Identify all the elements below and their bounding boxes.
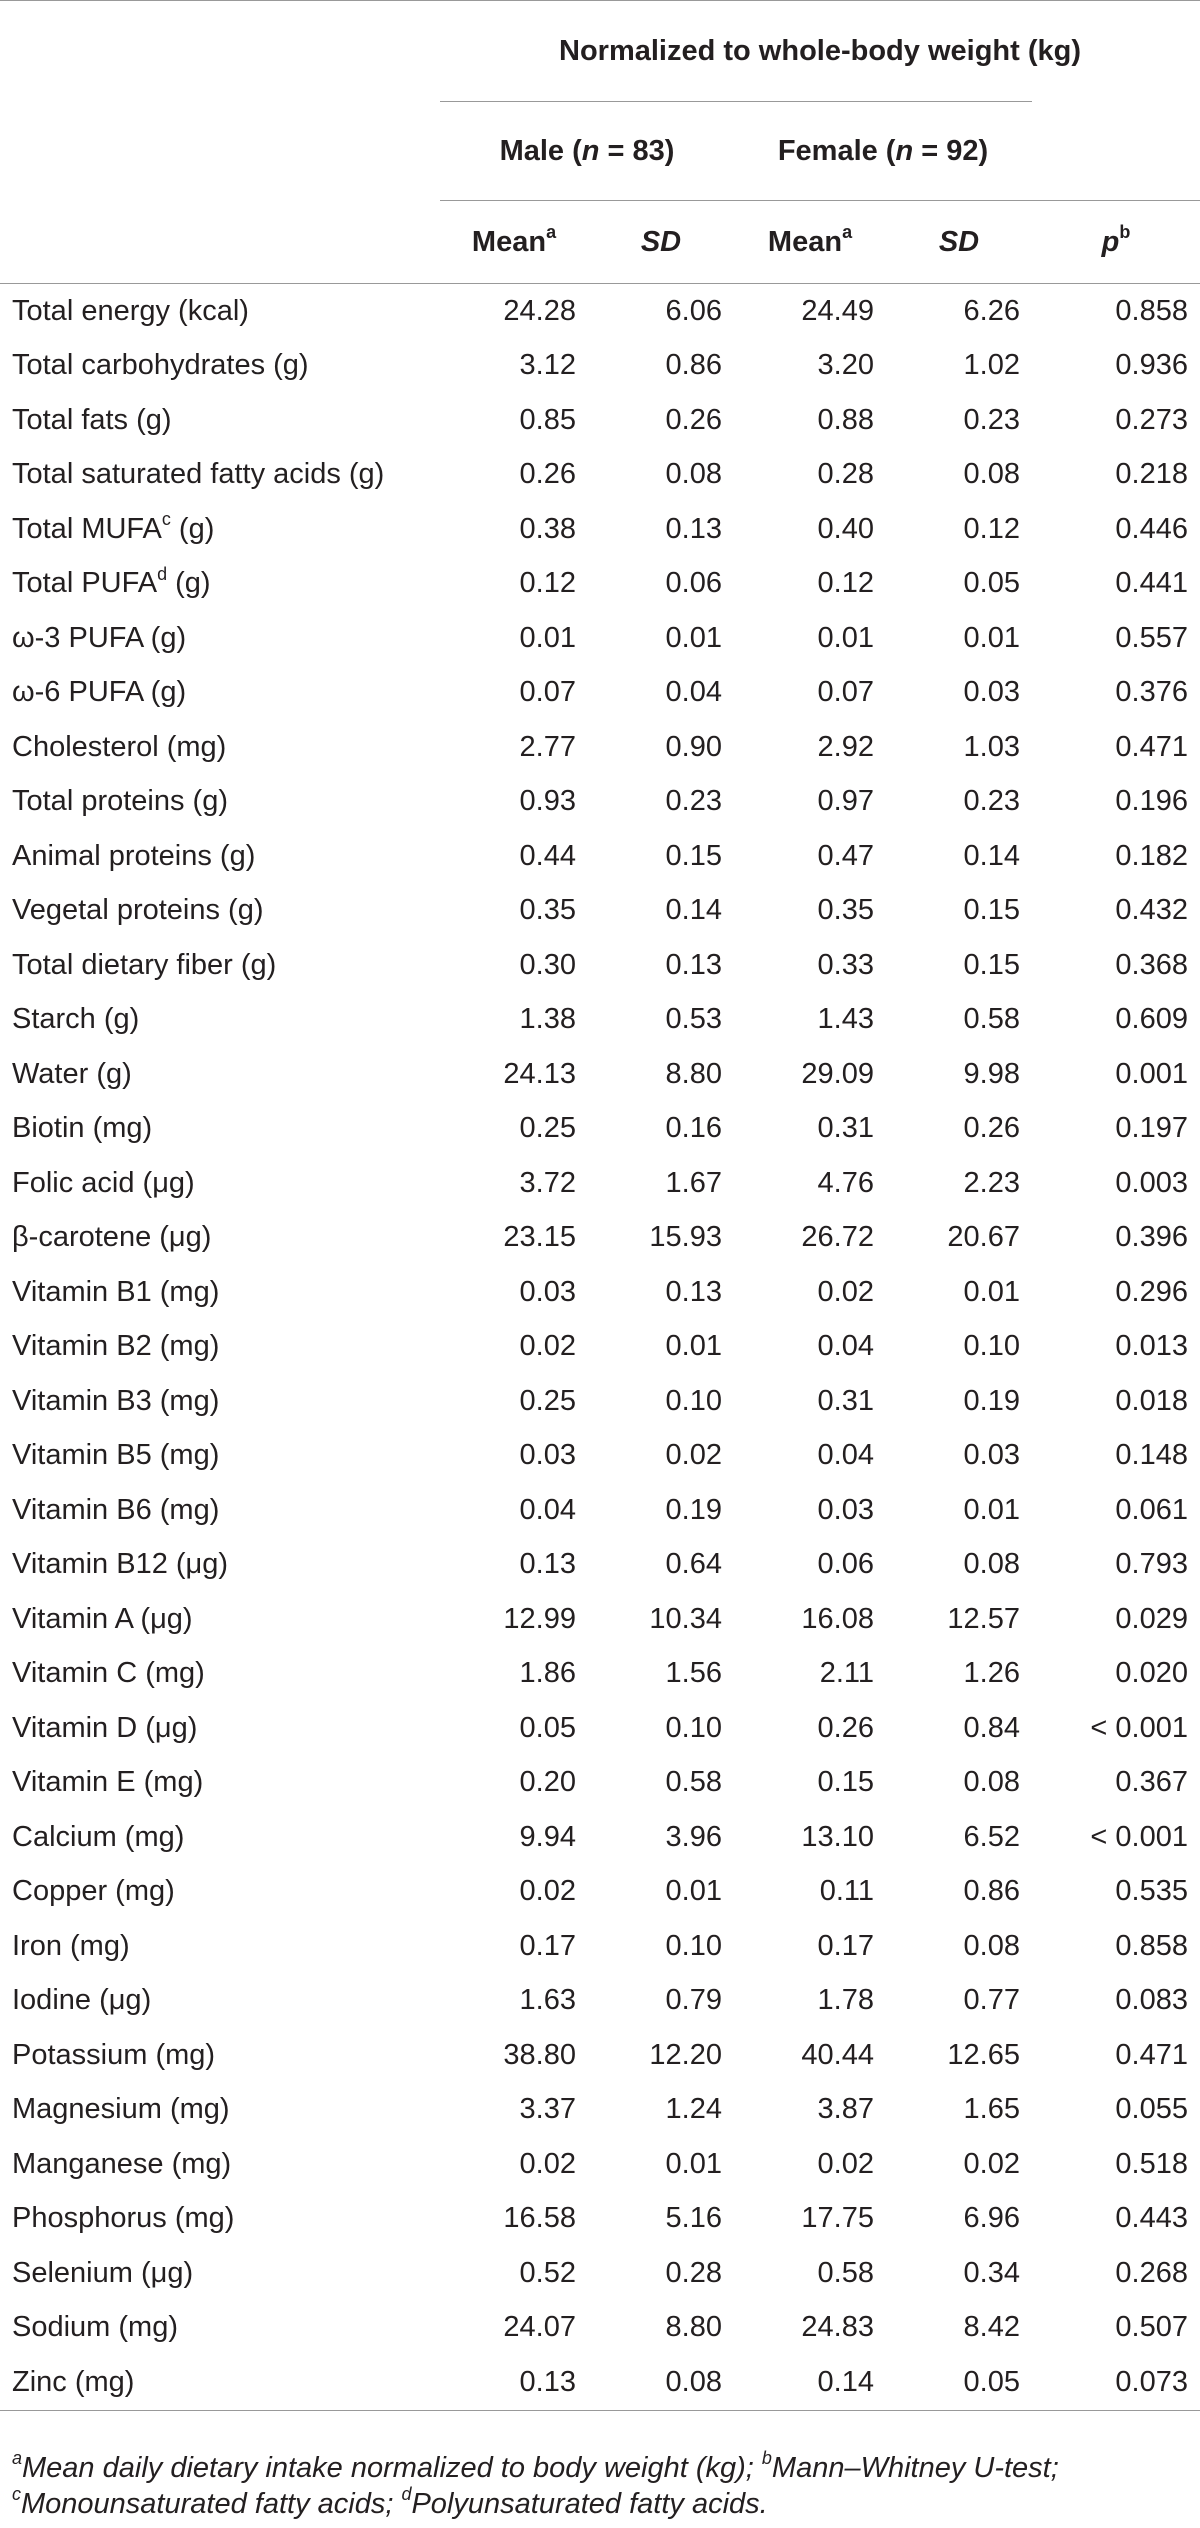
male-sd-cell: 1.67: [665, 1166, 722, 1199]
male-mean-cell: 2.77: [519, 730, 576, 763]
female-header: Female (n = 92): [734, 102, 1032, 201]
table-row: [0, 1865, 1200, 1920]
p-value-cell: 0.441: [1115, 567, 1188, 600]
female-sd-cell: 0.01: [963, 1275, 1020, 1308]
female-mean-cell: 24.49: [801, 294, 874, 327]
table-row: [0, 2246, 1200, 2301]
p-value-cell: 0.609: [1115, 1003, 1188, 1036]
p-value-cell: 0.376: [1115, 676, 1188, 709]
p-value-cell: 0.858: [1115, 294, 1188, 327]
row-label: Vitamin B5 (mg): [12, 1439, 220, 1472]
row-label: Cholesterol (mg): [12, 730, 227, 763]
male-mean-cell: 0.93: [519, 785, 576, 818]
female-sd-cell: 0.15: [963, 948, 1020, 981]
male-mean-cell: 0.03: [519, 1275, 576, 1308]
p-value-cell: 0.296: [1115, 1275, 1188, 1308]
female-mean-cell: 16.08: [801, 1602, 874, 1635]
male-mean-cell: 3.37: [519, 2093, 576, 2126]
male-mean-cell: 16.58: [503, 2202, 576, 2235]
male-sd-cell: 0.02: [665, 1439, 722, 1472]
female-sd-cell: 0.77: [963, 1984, 1020, 2017]
row-label: Biotin (mg): [12, 1112, 153, 1145]
row-label: Total PUFA$^d$ (g): [12, 563, 211, 600]
female-mean-cell: 0.58: [817, 2256, 874, 2289]
table-row: [0, 1429, 1200, 1484]
female-sd-cell: 0.05: [886, 2355, 1032, 2410]
row-label: β-carotene (μg): [12, 1221, 212, 1254]
p-value-cell: 0.268: [1115, 2256, 1188, 2289]
row-label: Iron (mg): [12, 1929, 130, 1962]
row-label: Zinc (mg): [0, 2355, 440, 2410]
male-sd-cell: 1.56: [665, 1657, 722, 1690]
row-label: Manganese (mg): [12, 2147, 232, 2180]
p-value-cell: 0.013: [1115, 1330, 1188, 1363]
row-label: Phosphorus (mg): [12, 2202, 235, 2235]
p-value-cell: 0.432: [1115, 894, 1188, 927]
female-mean-cell: 0.97: [817, 785, 874, 818]
male-mean-cell: 0.30: [519, 948, 576, 981]
row-label: Vitamin B2 (mg): [12, 1330, 220, 1363]
table-row: [0, 2301, 1200, 2356]
female-sd-cell: 1.26: [963, 1657, 1020, 1690]
table-row: [0, 393, 1200, 448]
male-sd-cell: 0.14: [665, 894, 722, 927]
female-mean-cell: 0.12: [817, 567, 874, 600]
table-row: [0, 1374, 1200, 1429]
male-sd-cell: 0.53: [665, 1003, 722, 1036]
table-row: [0, 1320, 1200, 1375]
male-mean-cell: 24.13: [503, 1057, 576, 1090]
table-row: [0, 1647, 1200, 1702]
male-sd-cell: 0.10: [665, 1929, 722, 1962]
table-row: [0, 720, 1200, 775]
female-sd-cell: 0.08: [963, 1929, 1020, 1962]
male-mean-cell: 0.25: [519, 1384, 576, 1417]
male-sd-header: SD: [588, 201, 734, 284]
male-header: Male (n = 83): [440, 102, 734, 201]
female-sd-cell: 0.23: [963, 403, 1020, 436]
row-label: Total proteins (g): [12, 785, 228, 818]
female-sd-cell: 0.01: [963, 621, 1020, 654]
table-row: [0, 2137, 1200, 2192]
p-value-cell: 0.196: [1115, 785, 1188, 818]
female-mean-cell: 0.28: [817, 458, 874, 491]
female-sd-cell: 0.10: [963, 1330, 1020, 1363]
female-mean-cell: 0.02: [817, 1275, 874, 1308]
female-mean-cell: 0.47: [817, 839, 874, 872]
female-sd-cell: 1.65: [963, 2093, 1020, 2126]
female-mean-cell: 0.33: [817, 948, 874, 981]
male-sd-cell: 0.01: [665, 1330, 722, 1363]
male-sd-cell: 0.13: [665, 948, 722, 981]
male-sd-cell: 0.01: [665, 1875, 722, 1908]
p-value-cell: 0.020: [1115, 1657, 1188, 1690]
male-mean-cell: 0.17: [519, 1929, 576, 1962]
female-sd-cell: 0.34: [963, 2256, 1020, 2289]
p-value-cell: 0.003: [1115, 1166, 1188, 1199]
footnotes: $^a$Mean daily dietary intake normalized to body weight (kg); $^b$Mann–Whitney U-test; $^c$Monounsaturated fatty acids; $^d$Polyunsaturated fatty acids.: [12, 2448, 1059, 2520]
female-sd-cell: 0.08: [963, 1548, 1020, 1581]
female-mean-cell: 17.75: [801, 2202, 874, 2235]
female-mean-cell: 3.20: [817, 349, 874, 382]
male-sd-cell: 0.13: [665, 1275, 722, 1308]
male-sd-cell: 0.23: [665, 785, 722, 818]
male-mean-cell: 3.72: [519, 1166, 576, 1199]
row-label: Calcium (mg): [12, 1820, 185, 1853]
male-mean-cell: 0.04: [519, 1493, 576, 1526]
table-row: [0, 2028, 1200, 2083]
row-label: Sodium (mg): [12, 2311, 178, 2344]
male-mean-cell: 0.20: [519, 1766, 576, 1799]
male-mean-cell: 0.07: [519, 676, 576, 709]
male-mean-cell: 0.52: [519, 2256, 576, 2289]
p-value-cell: < 0.001: [1090, 1711, 1188, 1744]
female-sd-cell: 6.52: [963, 1820, 1020, 1853]
male-mean-cell: 0.12: [519, 567, 576, 600]
male-sd-cell: 0.08: [665, 458, 722, 491]
row-label: Vitamin B1 (mg): [12, 1275, 220, 1308]
male-mean-cell: 12.99: [503, 1602, 576, 1635]
male-sd-cell: 12.20: [649, 2038, 722, 2071]
male-sd-cell: 0.06: [665, 567, 722, 600]
row-label: Potassium (mg): [12, 2038, 216, 2071]
p-value-cell: 0.471: [1115, 730, 1188, 763]
p-value-cell: 0.218: [1115, 458, 1188, 491]
female-mean-cell: 0.31: [817, 1112, 874, 1145]
table-row: [0, 1538, 1200, 1593]
row-label: Vegetal proteins (g): [12, 894, 264, 927]
p-value-cell: 0.446: [1115, 512, 1188, 545]
female-sd-cell: 6.96: [963, 2202, 1020, 2235]
p-value-cell: 0.001: [1115, 1057, 1188, 1090]
row-label: Total energy (kcal): [12, 294, 249, 327]
female-mean-cell: 29.09: [801, 1057, 874, 1090]
female-sd-cell: 0.05: [963, 567, 1020, 600]
p-value-cell: 0.507: [1115, 2311, 1188, 2344]
female-sd-cell: 0.12: [963, 512, 1020, 545]
table-row: [0, 611, 1200, 666]
row-label: ω-6 PUFA (g): [12, 676, 187, 709]
female-mean-cell: 0.06: [817, 1548, 874, 1581]
p-value-cell: 0.936: [1115, 349, 1188, 382]
row-label: Vitamin B12 (μg): [12, 1548, 229, 1581]
p-value-cell: 0.018: [1115, 1384, 1188, 1417]
table-row: [0, 938, 1200, 993]
female-sd-cell: 2.23: [963, 1166, 1020, 1199]
male-sd-cell: 5.16: [665, 2202, 722, 2235]
male-mean-cell: 0.05: [519, 1711, 576, 1744]
male-sd-cell: 8.80: [665, 1057, 722, 1090]
p-value-cell: 0.073: [1032, 2355, 1200, 2410]
female-sd-cell: 0.02: [963, 2147, 1020, 2180]
female-sd-cell: 0.84: [963, 1711, 1020, 1744]
male-mean-cell: 0.02: [519, 1330, 576, 1363]
male-mean-cell: 1.63: [519, 1984, 576, 2017]
male-sd-cell: 6.06: [665, 294, 722, 327]
female-sd-cell: 1.02: [963, 349, 1020, 382]
female-sd-cell: 0.14: [963, 839, 1020, 872]
female-mean-cell: 2.92: [817, 730, 874, 763]
row-label: Iodine (μg): [12, 1984, 152, 2017]
female-sd-cell: 12.65: [947, 2038, 1020, 2071]
female-mean-cell: 4.76: [817, 1166, 874, 1199]
male-sd-cell: 0.86: [665, 349, 722, 382]
female-sd-cell: 0.01: [963, 1493, 1020, 1526]
p-value-cell: 0.148: [1115, 1439, 1188, 1472]
row-label: Total carbohydrates (g): [12, 349, 309, 382]
male-mean-cell: 0.13: [440, 2355, 588, 2410]
male-sd-cell: 0.19: [665, 1493, 722, 1526]
male-mean-cell: 0.25: [519, 1112, 576, 1145]
row-label: Vitamin A (μg): [12, 1602, 193, 1635]
male-mean-header: Mean$^a$: [440, 201, 588, 284]
p-value-cell: 0.793: [1115, 1548, 1188, 1581]
table-row: [0, 2192, 1200, 2247]
p-value-cell: 0.055: [1115, 2093, 1188, 2126]
female-sd-cell: 9.98: [963, 1057, 1020, 1090]
p-value-cell: 0.197: [1115, 1112, 1188, 1145]
row-label: Vitamin B6 (mg): [12, 1493, 220, 1526]
female-sd-cell: 8.42: [963, 2311, 1020, 2344]
male-mean-cell: 0.38: [519, 512, 576, 545]
row-label: Copper (mg): [12, 1875, 175, 1908]
table-row: [0, 557, 1200, 612]
male-mean-cell: 0.26: [519, 458, 576, 491]
table-row: [0, 1592, 1200, 1647]
female-mean-cell: 1.43: [817, 1003, 874, 1036]
female-sd-cell: 0.19: [963, 1384, 1020, 1417]
p-value-cell: 0.535: [1115, 1875, 1188, 1908]
row-label: Total fats (g): [12, 403, 172, 436]
female-mean-cell: 1.78: [817, 1984, 874, 2017]
table-row: [0, 339, 1200, 394]
p-value-cell: 0.083: [1115, 1984, 1188, 2017]
table-row: [0, 1483, 1200, 1538]
male-mean-cell: 0.02: [519, 1875, 576, 1908]
male-sd-cell: 0.01: [665, 621, 722, 654]
table-row: [0, 1156, 1200, 1211]
row-label: Animal proteins (g): [12, 839, 256, 872]
p-value-cell: 0.396: [1115, 1221, 1188, 1254]
female-mean-cell: 0.11: [819, 1875, 874, 1908]
p-value-cell: 0.029: [1115, 1602, 1188, 1635]
female-sd-cell: 0.58: [963, 1003, 1020, 1036]
female-mean-cell: 13.10: [801, 1820, 874, 1853]
female-mean-cell: 0.31: [817, 1384, 874, 1417]
male-mean-cell: 0.85: [519, 403, 576, 436]
male-sd-cell: 0.79: [665, 1984, 722, 2017]
male-sd-cell: 0.15: [665, 839, 722, 872]
male-mean-cell: 38.80: [503, 2038, 576, 2071]
p-value-cell: 0.858: [1115, 1929, 1188, 1962]
row-label: ω-3 PUFA (g): [12, 621, 187, 654]
male-sd-cell: 0.10: [665, 1384, 722, 1417]
male-mean-cell: 3.12: [519, 349, 576, 382]
table-row: [0, 1047, 1200, 1102]
male-mean-cell: 0.03: [519, 1439, 576, 1472]
p-value-cell: 0.518: [1115, 2147, 1188, 2180]
female-mean-cell: 0.35: [817, 894, 874, 927]
female-sd-cell: 0.26: [963, 1112, 1020, 1145]
p-value-cell: 0.061: [1115, 1493, 1188, 1526]
male-mean-cell: 24.28: [503, 294, 576, 327]
p-value-cell: 0.273: [1115, 403, 1188, 436]
table-row: [0, 993, 1200, 1048]
table-row: [0, 775, 1200, 830]
group-title: Normalized to whole-body weight (kg): [559, 34, 1081, 67]
male-sd-cell: 0.04: [665, 676, 722, 709]
female-sd-cell: 20.67: [947, 1221, 1020, 1254]
table-row: [0, 1701, 1200, 1756]
row-label: Water (g): [12, 1057, 132, 1090]
female-mean-cell: 40.44: [801, 2038, 874, 2071]
female-sd-cell: 0.03: [963, 1439, 1020, 1472]
male-mean-cell: 24.07: [503, 2311, 576, 2344]
table-row: [0, 1810, 1200, 1865]
female-mean-cell: 0.40: [817, 512, 874, 545]
row-label: Total saturated fatty acids (g): [12, 458, 385, 491]
female-sd-cell: 0.08: [963, 458, 1020, 491]
male-mean-cell: 1.38: [519, 1003, 576, 1036]
female-mean-cell: 0.02: [817, 2147, 874, 2180]
male-sd-cell: 0.13: [665, 512, 722, 545]
table-row: [0, 666, 1200, 721]
female-sd-header: SD: [886, 201, 1032, 284]
male-sd-cell: 3.96: [665, 1820, 722, 1853]
female-mean-header: Mean$^a$: [734, 201, 886, 284]
female-mean-cell: 2.11: [819, 1657, 874, 1690]
table-row: [0, 829, 1200, 884]
row-label: Vitamin C (mg): [12, 1657, 205, 1690]
table-row: [0, 1265, 1200, 1320]
row-label: Selenium (μg): [12, 2256, 194, 2289]
male-sd-cell: 10.34: [649, 1602, 722, 1635]
male-sd-cell: 0.01: [665, 2147, 722, 2180]
row-label: Vitamin D (μg): [12, 1711, 198, 1744]
male-sd-cell: 0.58: [665, 1766, 722, 1799]
male-mean-cell: 0.13: [519, 1548, 576, 1581]
male-mean-cell: 0.02: [519, 2147, 576, 2180]
table-row: [0, 502, 1200, 557]
male-mean-cell: 0.01: [519, 621, 576, 654]
table-body: [0, 284, 1200, 2411]
p-value-cell: < 0.001: [1090, 1820, 1188, 1853]
row-label: Total dietary fiber (g): [12, 948, 277, 981]
female-mean-cell: 24.83: [801, 2311, 874, 2344]
female-mean-cell: 0.07: [817, 676, 874, 709]
p-value-cell: 0.443: [1115, 2202, 1188, 2235]
female-sd-cell: 0.86: [963, 1875, 1020, 1908]
female-sd-cell: 0.08: [963, 1766, 1020, 1799]
male-mean-cell: 0.44: [519, 839, 576, 872]
female-sd-cell: 6.26: [963, 294, 1020, 327]
table-row: [0, 2355, 1200, 2410]
female-mean-cell: 0.01: [817, 621, 874, 654]
female-mean-cell: 0.17: [817, 1929, 874, 1962]
row-label: Folic acid (μg): [12, 1166, 195, 1199]
table-row: [0, 1919, 1200, 1974]
row-label: Magnesium (mg): [12, 2093, 230, 2126]
female-mean-cell: 0.04: [817, 1330, 874, 1363]
row-label: Vitamin B3 (mg): [12, 1384, 220, 1417]
table-row: [0, 884, 1200, 939]
female-mean-cell: 0.14: [734, 2355, 886, 2410]
male-mean-cell: 1.86: [519, 1657, 576, 1690]
female-mean-cell: 0.15: [817, 1766, 874, 1799]
row-label: Total MUFA$^c$ (g): [12, 509, 215, 545]
male-mean-cell: 23.15: [503, 1221, 576, 1254]
female-sd-cell: 12.57: [947, 1602, 1020, 1635]
female-mean-cell: 0.03: [817, 1493, 874, 1526]
male-mean-cell: 9.94: [519, 1820, 576, 1853]
male-sd-cell: 0.64: [665, 1548, 722, 1581]
p-value-cell: 0.367: [1115, 1766, 1188, 1799]
female-mean-cell: 26.72: [801, 1221, 874, 1254]
male-sd-cell: 0.26: [665, 403, 722, 436]
male-sd-cell: 0.08: [588, 2355, 734, 2410]
female-sd-cell: 0.03: [963, 676, 1020, 709]
male-sd-cell: 0.28: [665, 2256, 722, 2289]
row-label: Starch (g): [12, 1003, 140, 1036]
female-sd-cell: 1.03: [963, 730, 1020, 763]
table-row: [0, 1974, 1200, 2029]
female-mean-cell: 3.87: [817, 2093, 874, 2126]
p-value-cell: 0.471: [1115, 2038, 1188, 2071]
table-row: [0, 1102, 1200, 1157]
p-value-cell: 0.368: [1115, 948, 1188, 981]
table-row: [0, 448, 1200, 503]
male-mean-cell: 0.35: [519, 894, 576, 927]
female-sd-cell: 0.15: [963, 894, 1020, 927]
p-value-cell: 0.557: [1115, 621, 1188, 654]
female-mean-cell: 0.88: [817, 403, 874, 436]
female-mean-cell: 0.26: [817, 1711, 874, 1744]
table-row: [0, 2083, 1200, 2138]
table-row: [0, 1211, 1200, 1266]
male-sd-cell: 15.93: [649, 1221, 722, 1254]
male-sd-cell: 0.16: [665, 1112, 722, 1145]
row-label: Vitamin E (mg): [12, 1766, 204, 1799]
table-row: [0, 1756, 1200, 1811]
male-sd-cell: 0.10: [665, 1711, 722, 1744]
male-sd-cell: 0.90: [665, 730, 722, 763]
p-header: $p^b$: [1032, 201, 1200, 284]
female-sd-cell: 0.23: [963, 785, 1020, 818]
male-sd-cell: 8.80: [665, 2311, 722, 2344]
male-sd-cell: 1.24: [665, 2093, 722, 2126]
female-mean-cell: 0.04: [817, 1439, 874, 1472]
p-value-cell: 0.182: [1115, 839, 1188, 872]
table-row: [0, 284, 1200, 339]
